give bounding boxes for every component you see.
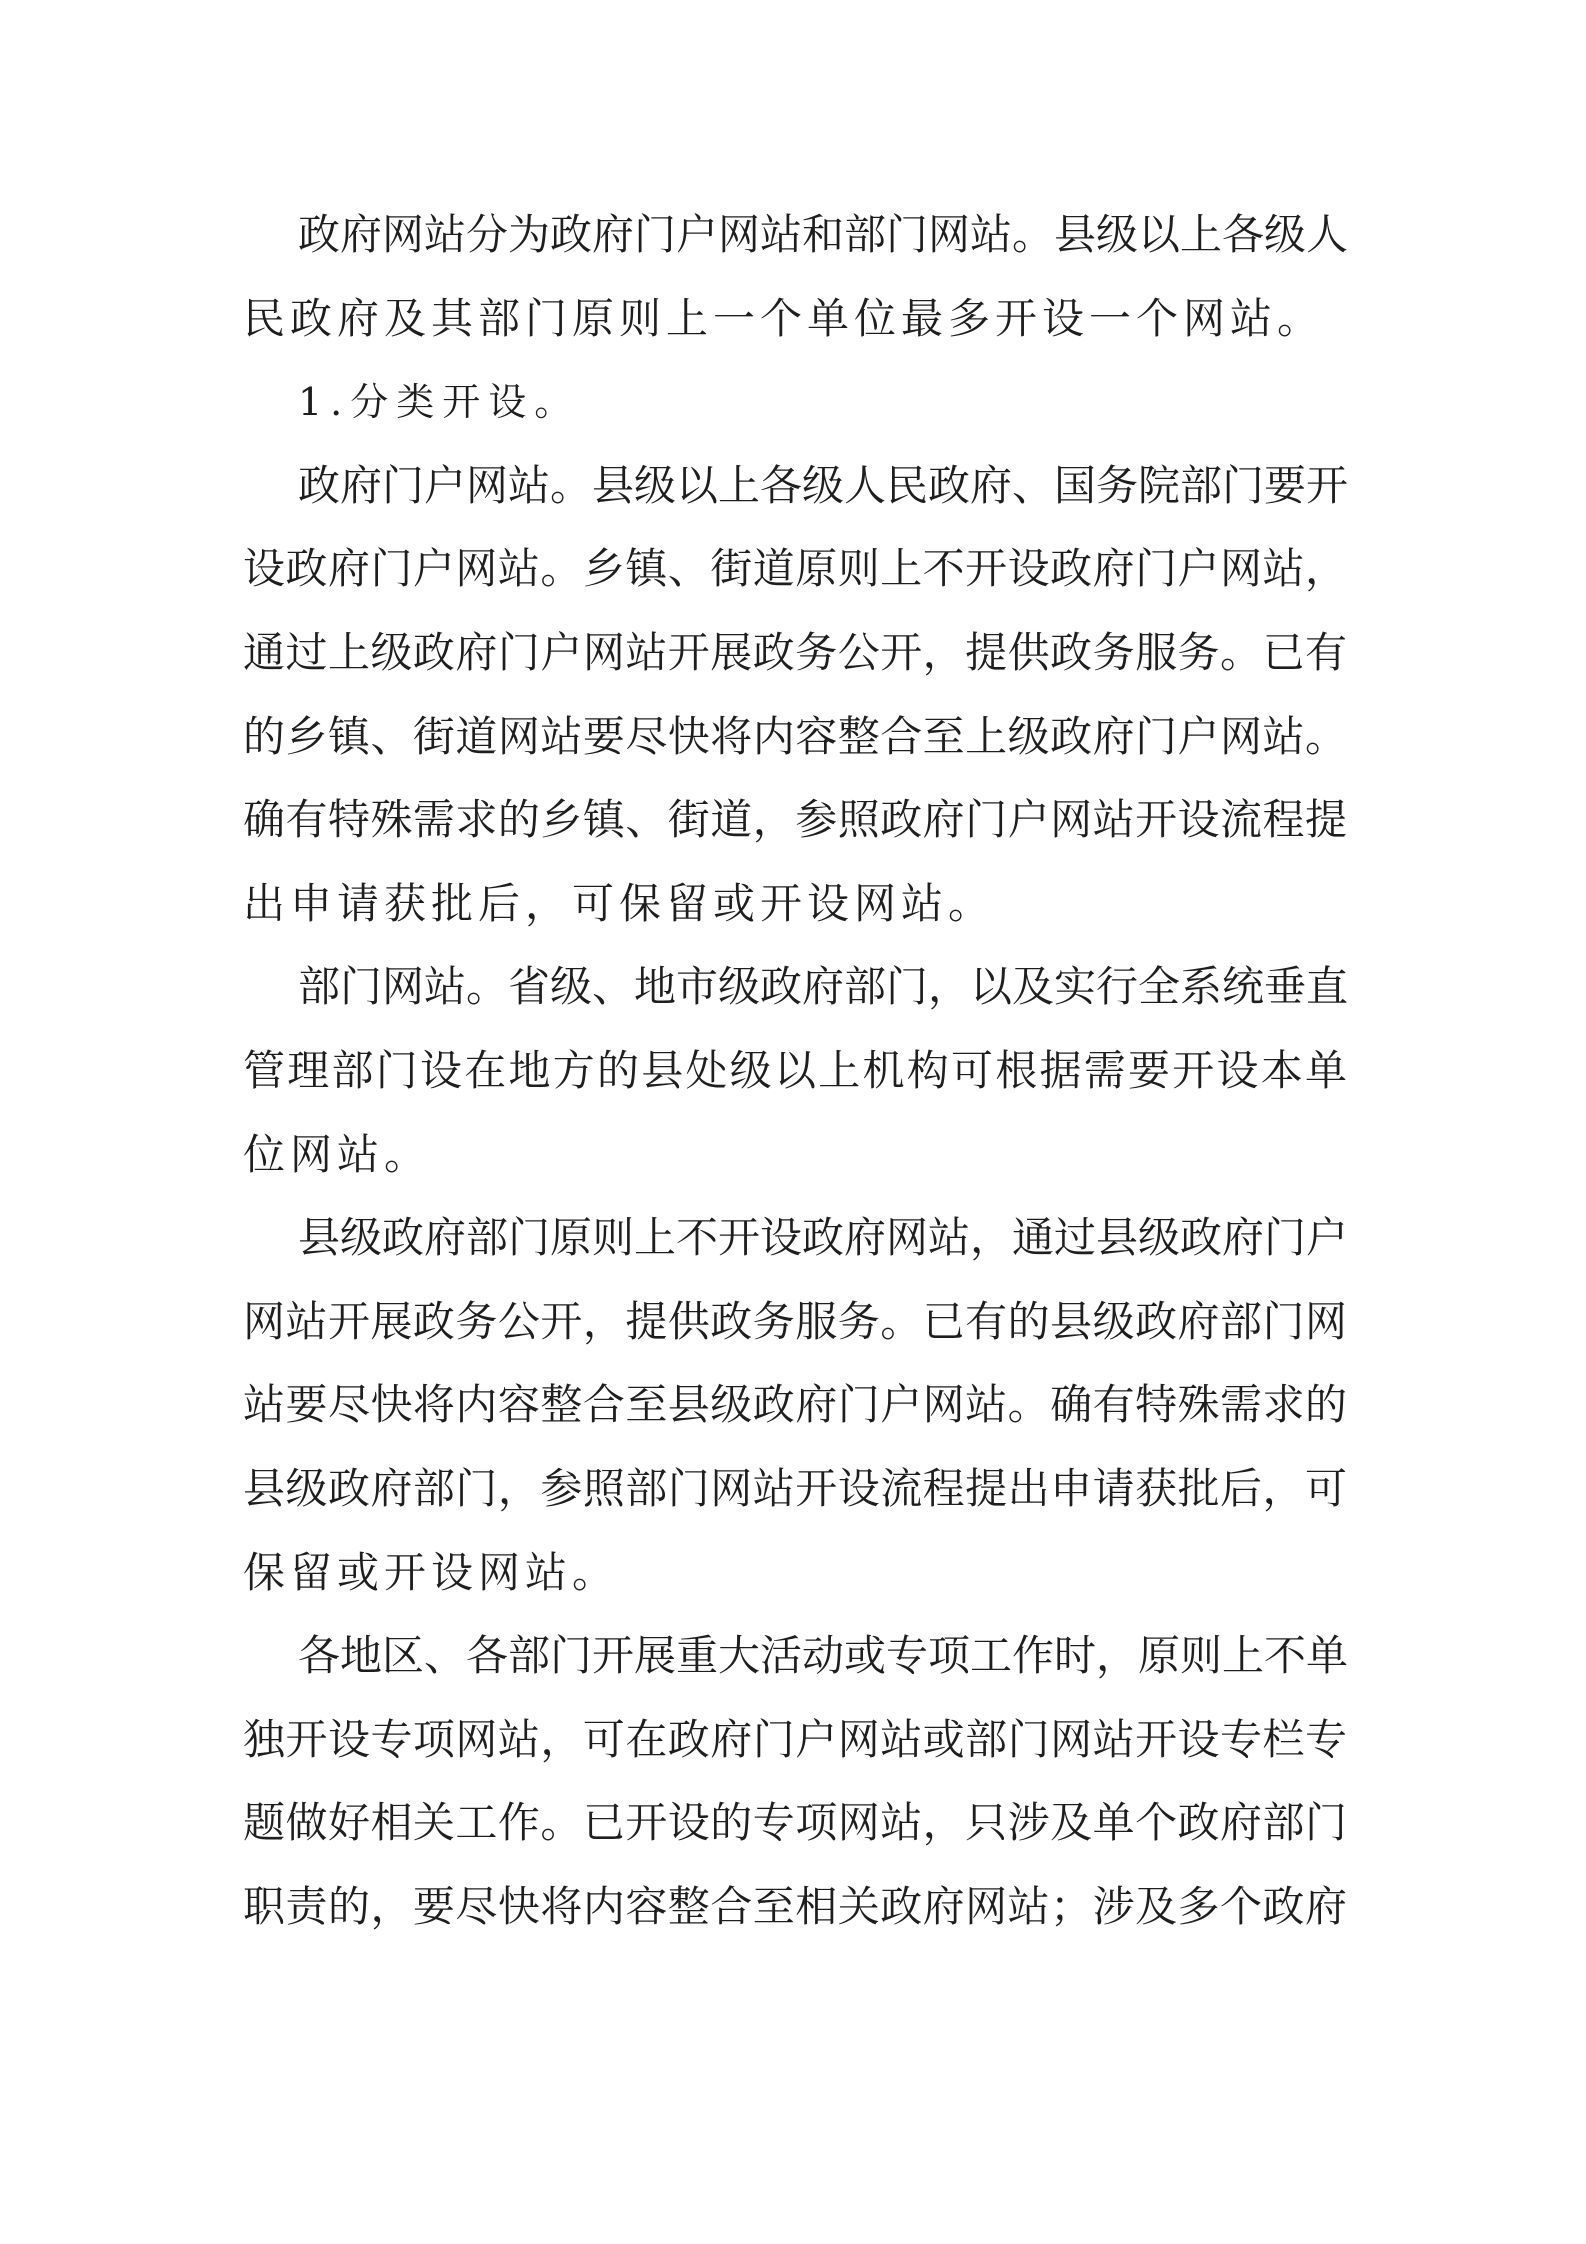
text-line: 管理部门设在地方的县处级以上机构可根据需要开设本单 (243, 1045, 1347, 1095)
text-line: 政府网站分为政府门户网站和部门网站。县级以上各级人 (298, 210, 1349, 259)
paragraph-special-sites (243, 1629, 1347, 1963)
text-line: 题做好相关工作。已开设的专项网站，只涉及单个政府部门 (243, 1798, 1347, 1848)
text-line: 各地区、各部门开展重大活动或专项工作时，原则上不单 (298, 1631, 1349, 1681)
paragraph-department-sites (243, 960, 1347, 1211)
text-line: 民政府及其部门原则上一个单位最多开设一个网站。 (243, 293, 1325, 343)
text-line: 县级政府部门原则上不开设政府网站，通过县级政府门户 (298, 1213, 1349, 1263)
paragraph-portal-sites (243, 459, 1347, 961)
text-line: 的乡镇、街道网站要尽快将内容整合至上级政府门户网站。 (243, 711, 1347, 761)
text-line: 网站开展政务公开，提供政务服务。已有的县级政府部门网 (243, 1296, 1347, 1346)
text-line: 通过上级政府门户网站开展政务公开，提供政务服务。已有 (243, 627, 1347, 677)
text-line: 位网站。 (243, 1129, 432, 1179)
text-line: 政府门户网站。县级以上各级人民政府、国务院部门要开 (298, 460, 1349, 510)
text-line: 设政府门户网站。乡镇、街道原则上不开设政府门户网站， (243, 544, 1347, 594)
text-line: 职责的，要尽快将内容整合至相关政府网站；涉及多个政府 (243, 1881, 1347, 1931)
heading-line: 1.分类开设。 (298, 380, 581, 425)
text-line: 独开设专项网站，可在政府门户网站或部门网站开设专栏专 (243, 1714, 1347, 1764)
text-line: 县级政府部门，参照部门网站开设流程提出申请获批后，可 (243, 1463, 1347, 1513)
paragraph-intro (243, 208, 1347, 375)
text-line: 保留或开设网站。 (243, 1547, 620, 1597)
text-line: 确有特殊需求的乡镇、街道，参照政府门户网站开设流程提 (243, 795, 1347, 845)
text-line: 站要尽快将内容整合至县级政府门户网站。确有特殊需求的 (243, 1380, 1347, 1430)
document-page (243, 208, 1347, 1963)
paragraph-county-departments (243, 1211, 1347, 1629)
text-line: 出申请获批后，可保留或开设网站。 (243, 878, 996, 928)
text-line: 部门网站。省级、地市级政府部门，以及实行全系统垂直 (298, 962, 1349, 1012)
section-heading (243, 375, 1347, 459)
